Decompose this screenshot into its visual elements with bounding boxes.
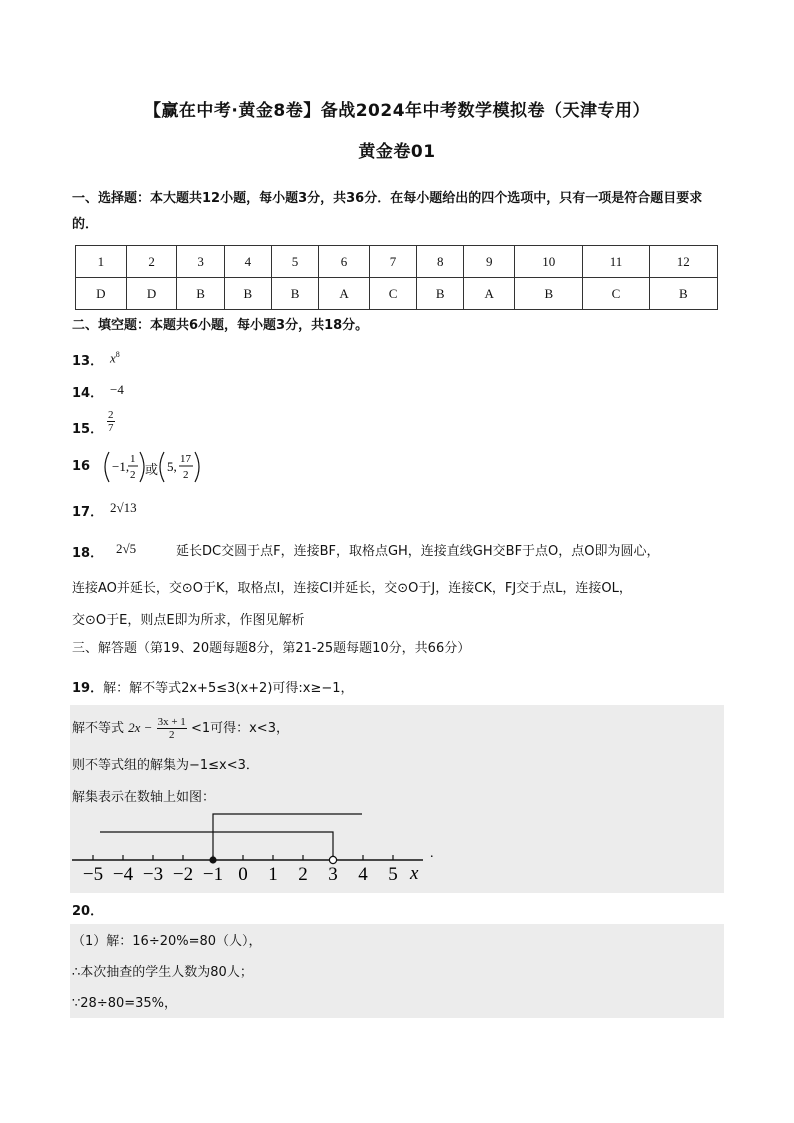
q19-line-2: 解不等式 2x − $\frac{3x + 1}{2}$ <1可得：x<3， <box>72 716 289 741</box>
q17-label: 17． <box>72 505 104 520</box>
answer-table-number-cell: 12 <box>649 246 717 278</box>
tick-label: 3 <box>328 864 338 885</box>
answer-table-number-cell: 2 <box>126 246 177 278</box>
q20-line-3: ∵28÷80=35%， <box>72 996 178 1011</box>
answer-table-number-cell: 10 <box>515 246 583 278</box>
svg-text:2: 2 <box>183 469 189 481</box>
tick-label: −4 <box>112 864 134 885</box>
q14-answer: −4 <box>110 382 124 397</box>
answer-table-number-cell: 3 <box>177 246 224 278</box>
svg-text:−1,: −1, <box>112 459 130 474</box>
answer-table-number-cell: 7 <box>369 246 416 278</box>
axis-label: x <box>410 863 419 884</box>
q16-or-text: 或 <box>145 463 159 478</box>
answer-table-answer-cell: B <box>271 278 318 310</box>
answer-table-answer-cell: A <box>319 278 370 310</box>
answer-table-number-cell: 1 <box>76 246 127 278</box>
svg-text:17: 17 <box>180 453 191 465</box>
answer-table-number-cell: 4 <box>224 246 271 278</box>
answer-table-number-cell: 6 <box>319 246 370 278</box>
answer-table-answer-cell: B <box>177 278 224 310</box>
answer-table-answer-cell: B <box>515 278 583 310</box>
document-subtitle: 黄金卷01 <box>358 142 436 162</box>
answer-table-answer-cell: C <box>583 278 649 310</box>
q20-line-2: ∴本次抽查的学生人数为80人； <box>72 965 253 980</box>
q20-line-1: （1）解：16÷20%=80（人）， <box>72 934 262 949</box>
q18-answer: 2√5 <box>116 541 137 556</box>
answer-table-number-cell: 9 <box>464 246 515 278</box>
tick-label: 5 <box>388 864 398 885</box>
open-point-marker <box>329 856 336 863</box>
tick-label: −2 <box>172 864 194 885</box>
answer-table-number-cell: 11 <box>583 246 649 278</box>
answer-table-number-row <box>76 246 718 278</box>
answer-table-number-cell: 5 <box>271 246 318 278</box>
answer-table-answer-cell: B <box>417 278 464 310</box>
q18-label: 18． <box>72 546 104 561</box>
q18-line-3: 交⊙O于E，则点E即为所求，作图见解析 <box>72 613 305 628</box>
answer-table <box>75 245 718 310</box>
tick-label: 2 <box>298 864 308 885</box>
section3-heading: 三、解答题（第19、20题每题8分，第21-25题每题10分，共66分） <box>72 641 471 656</box>
q18-line-2: 连接AO并延长，交⊙O于K，取格点I，连接CI并延长，交⊙O于J，连接CK，FJ交于点L，连接OL， <box>72 581 632 596</box>
answer-table-answer-cell: C <box>369 278 416 310</box>
answer-table-answer-cell: B <box>224 278 271 310</box>
q20-label: 20． <box>72 904 104 919</box>
answer-table-number-cell: 8 <box>417 246 464 278</box>
svg-text:1: 1 <box>130 453 136 465</box>
answer-table-answer-cell: D <box>76 278 127 310</box>
answer-table-answer-cell: A <box>464 278 515 310</box>
section1-heading: 一、选择题：本大题共12小题，每小题3分，共36分．在每小题给出的四个选项中，只有一项是符合题目要求的． <box>72 191 703 232</box>
tick-label: −5 <box>82 864 104 885</box>
solid-point-marker <box>209 856 216 863</box>
q18-line-1: 延长DC交圆于点F，连接BF，取格点GH，连接直线GH交BF于点O，点O即为圆心， <box>176 544 660 559</box>
q13-answer: $x^8$ <box>110 350 120 366</box>
q16-label: 16 <box>72 459 91 474</box>
q17-answer: 2√13 <box>110 500 137 515</box>
q19-line-1: 19．解：解不等式2x+5≤3(x+2)可得:x≥−1， <box>72 681 354 696</box>
tick-label: 0 <box>238 864 248 885</box>
q19-line-3: 则不等式组的解集为−1≤x<3． <box>72 758 259 773</box>
number-line-chart <box>70 808 450 888</box>
tick-label: 4 <box>358 864 368 885</box>
answer-table-answer-row <box>76 278 718 310</box>
svg-text:.: . <box>430 846 434 861</box>
q14-label: 14． <box>72 386 104 401</box>
svg-text:5,: 5, <box>167 459 177 474</box>
tick-label: 1 <box>268 864 278 885</box>
document-title: 【赢在中考·黄金8卷】备战2024年中考数学模拟卷（天津专用） <box>143 101 651 121</box>
q19-line-4: 解集表示在数轴上如图： <box>72 790 216 805</box>
answer-table-answer-cell: D <box>126 278 177 310</box>
q15-label: 15． <box>72 422 104 437</box>
tick-label: −1 <box>202 864 224 885</box>
tick-label: −3 <box>142 864 164 885</box>
svg-text:2: 2 <box>130 469 136 481</box>
q15-answer: $\frac{2}{7}$ <box>108 409 114 434</box>
answer-table-answer-cell: B <box>649 278 717 310</box>
section2-heading: 二、填空题：本题共6小题，每小题3分，共18分。 <box>72 318 369 333</box>
q13-label: 13． <box>72 354 104 369</box>
